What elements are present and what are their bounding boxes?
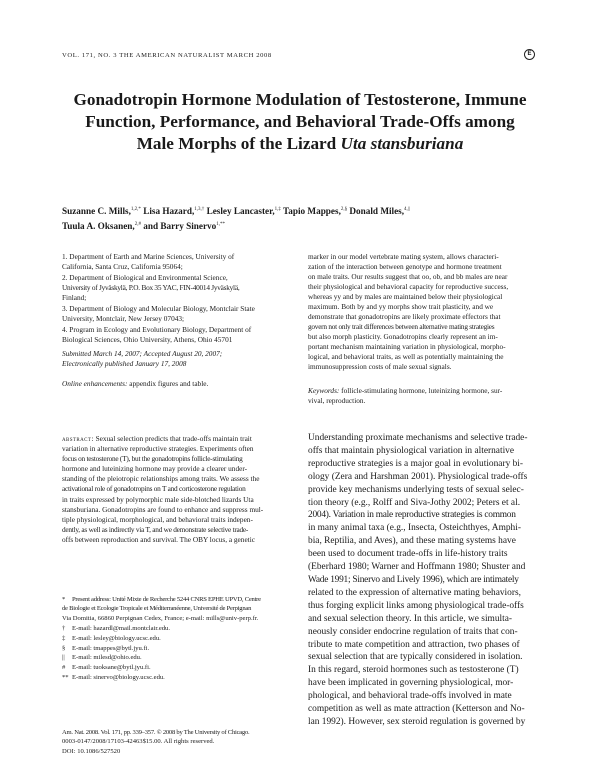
- affiliation-1: 1. Department of Earth and Marine Sciences, University of California, Santa Cruz, California 95064;: [62, 252, 235, 271]
- affiliation-3: 3. Department of Biology and Molecular Biology, Montclair State University, Montclair, New Jersey 07043;: [62, 304, 255, 323]
- title-line-2: Function, Performance, and Behavioral Trade-Offs among: [85, 112, 515, 131]
- footnote: * Present address: Unité Mixte de Recherche 5244 CNRS EPHE UPVD, Centre de Biologie et Ecologie Tropicale et Méditerranéenne, Université de Perpignan Via Domitia, 66860 Perpignan Cedex, France; e-mail: mills@univ-perp.fr.: [62, 596, 261, 622]
- online-enhancements-label: Online enhancements:: [62, 379, 128, 388]
- publication-dates: Submitted March 14, 2007; Accepted August 20, 2007; Electronically published January 17, 2008: [62, 349, 223, 368]
- author-line-2: [62, 218, 542, 233]
- electronic-enhancement-icon: E: [524, 49, 535, 60]
- author-affiliation-marks: 1,‡: [274, 207, 281, 212]
- footnote-mark: *: [62, 596, 66, 603]
- author-affiliation-marks: 1,**: [216, 222, 225, 227]
- abstract-continued: marker in our model vertebrate mating system, allows characteri- zation of the interaction between genotype and hormone treatment on male traits. Our results suggest that oo, ob, and bb males are near their physiological and behavioral capacity for reproductive success, whereas yy and by males are maintained below their physiological maximum. Both by and yy morphs show trait plasticity, and we demonstrate that gonadotropins are likely proximate effectors that govern not only trait differences between alternative mating strategies but also morph plasticity. Gonadotropins clearly represent an im- portant mechanism maintaining variation in physiological, morpho- logical, and behavioral traits, as well as potentially maintaining the immunosuppression costs of male sexual signals.: [308, 252, 509, 371]
- author-name: Donald Miles,: [347, 206, 405, 216]
- title-line-3: Male Morphs of the Lizard Uta stansburiana: [136, 134, 464, 153]
- footnote-mark: †: [62, 624, 66, 632]
- running-head: VOL. 171, NO. 3 THE AMERICAN NATURALIST MARCH 2008: [62, 52, 272, 59]
- author-name: Tapio Mappes,: [280, 206, 341, 216]
- affiliations: [62, 252, 292, 346]
- author-name: Tuula A. Oksanen,: [62, 221, 135, 231]
- author-affiliation-marks: 4,||: [404, 207, 410, 212]
- footnote: || E-mail: milesd@ohio.edu.: [62, 654, 142, 662]
- footnote-mark: **: [62, 674, 69, 682]
- author-footnotes: [62, 595, 292, 683]
- author-affiliation-marks: 2,#: [134, 222, 141, 227]
- author-name: Suzanne C. Mills,: [62, 206, 131, 216]
- affiliation-2: 2. Department of Biological and Environmental Science, University of Jyväskylä, P.O. Box 35 YAC, FIN-40014 Jyväskylä, Finland;: [62, 273, 240, 302]
- footnote: # E-mail: tuoksane@bytl.jyu.fi.: [62, 664, 151, 672]
- footnote-mark: §: [62, 644, 66, 652]
- online-enhancements: [62, 379, 292, 389]
- keywords-label: Keywords:: [308, 386, 340, 395]
- title-line-1: Gonadotropin Hormone Modulation of Testosterone, Immune: [73, 90, 527, 109]
- keywords: Keywords: follicle-stimulating hormone, luteinizing hormone, sur- vival, reproduction.: [308, 386, 503, 405]
- online-enhancements-text: appendix figures and table.: [127, 379, 209, 388]
- author-list: [62, 203, 542, 233]
- footnote-mark: ‡: [62, 634, 66, 642]
- footnote-mark: #: [62, 664, 66, 672]
- author-affiliation-marks: 1,2,*: [130, 207, 141, 212]
- author-name: and Barry Sinervo: [140, 221, 217, 231]
- species-name: Uta stansburiana: [340, 134, 464, 153]
- author-name: Lesley Lancaster,: [204, 206, 275, 216]
- article-title: [60, 89, 540, 155]
- author-affiliation-marks: 2,§: [340, 207, 348, 212]
- affiliation-4: 4. Program in Ecology and Evolutionary Biology, Department of Biological Sciences, Ohio University, Athens, Ohio 45701: [62, 325, 252, 344]
- author-affiliation-marks: 1,3,†: [194, 207, 205, 212]
- footnote-mark: ||: [62, 654, 65, 662]
- abstract: abstract: Sexual selection predicts that trade-offs maintain trait variation in alternative reproductive strategies. Experiments often focus on testosterone (T), but the gonadotropins follicle-stimulating hormone and luteinizing hormone may provide a clearer under- standing of the pleiotropic relationships among traits. We assess the activational role of gonadotropins on T and corticosterone regulation in traits expressed by polymorphic male side-blotched lizards Uta stansburiana. Gonadotropins are found to enhance and suppress mul- tiple physiological, morphological, and behavioral traits indepen- dently, as well as indirectly via T, and we demonstrate selective trade- offs between reproduction and survival. The OBY locus, a genetic: [62, 434, 264, 544]
- body-text: Understanding proximate mechanisms and selective trade- offs that maintain physiological variation in alternative reproductive strategies is a major goal in evolutionary bi- ology (Zera and Harshman 2001). Physiological trade-offs provide key mechanisms underlying tests of sexual selec- tion theory (e.g., Rolff and Siva-Jothy 2002; Peters et al. 2004). Variation in male reproductive strategies is common in many animal taxa (e.g., Insecta, Osteichthyes, Amphi- bia, Reptilia, and Aves), and these mating systems have been used to document trade-offs in life-history traits (Eberhard 1980; Warner and Hoffmann 1980; Shuster and Wade 1991; Sinervo and Lively 1996), which are intimately related to the expression of alternative mating behaviors, thus forging explicit links among physiological trade-offs and sexual selection theory. In this article, we simulta- neously consider endocrine regulation of traits that con- tribute to mate competition and attraction, two phases of sexual selection that are typically considered in isolation. In this regard, steroid hormones such as testosterone (T) have been implicated in governing physiological, mor- phological, and behavioral trade-offs involved in mate competition as well as mate attraction (Ketterson and No- lan 1992). However, sex steroid regulation is governed by: [308, 433, 528, 727]
- publication-info: Am. Nat. 2008. Vol. 171, pp. 339–357. © 2008 by The University of Chicago. 0003-0147/2008/17103-42463$15.00. All rights reserved. DOI: 10.1086/527520: [62, 729, 250, 755]
- author-line-1: [62, 203, 542, 218]
- author-name: Lisa Hazard,: [140, 206, 195, 216]
- footnote: ‡ E-mail: lesley@biology.ucsc.edu.: [62, 634, 161, 642]
- abstract-label: abstract:: [62, 434, 94, 443]
- footnote: † E-mail: hazardl@mail.montclair.edu.: [62, 624, 170, 632]
- footnote: § E-mail: tmappes@bytl.jyu.fi.: [62, 644, 150, 652]
- footnote: ** E-mail: sinervo@biology.ucsc.edu.: [62, 674, 165, 682]
